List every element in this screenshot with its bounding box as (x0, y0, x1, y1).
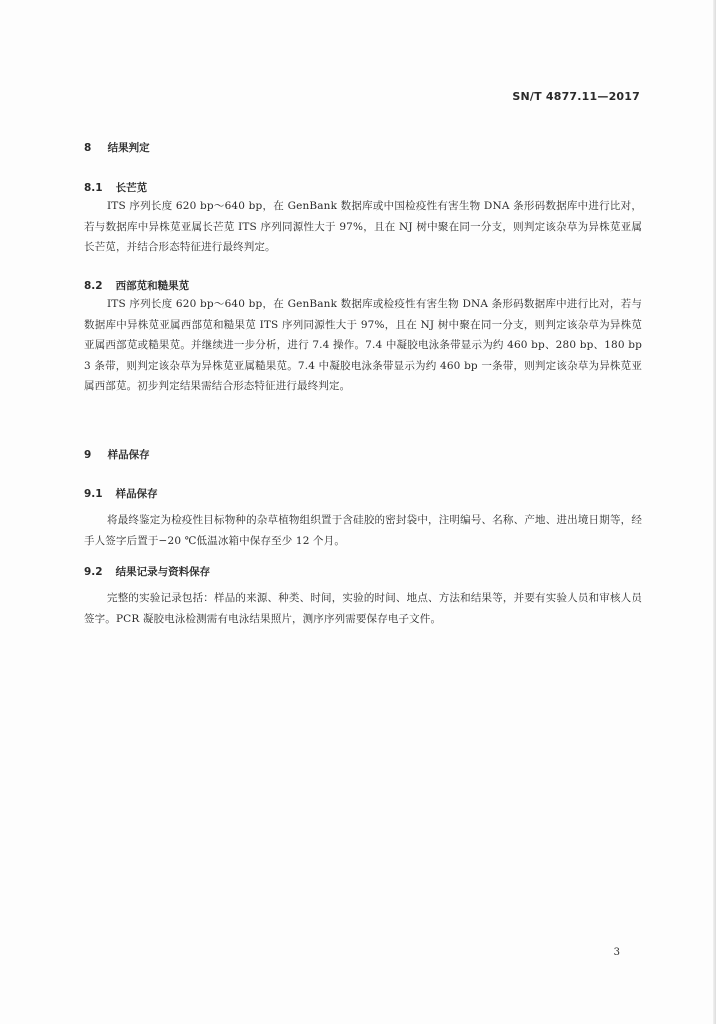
section-title: 样品保存 (115, 488, 158, 500)
section-title: 结果记录与资料保存 (115, 566, 211, 578)
section-title: 结果判定 (107, 142, 150, 154)
section-number: 9.2 (84, 566, 103, 578)
section-9-1-paragraph: 将最终鉴定为检疫性目标物种的杂草植物组织置于含硅胶的密封袋中，注明编号、名称、产地、进出境日期等，经手人签字后置于−20 ℃低温冰箱中保存至少 12 个月。 (84, 514, 642, 547)
section-number: 9.1 (84, 488, 103, 500)
section-number: 8 (84, 142, 92, 154)
section-8-heading (84, 140, 150, 155)
section-8-1-heading (84, 180, 147, 195)
page-number: 3 (613, 947, 620, 958)
section-number: 8.2 (84, 280, 103, 292)
section-title: 西部苋和糙果苋 (115, 280, 190, 292)
section-title: 样品保存 (107, 449, 150, 461)
section-title: 长芒苋 (115, 182, 148, 194)
section-8-2-paragraph: ITS 序列长度 620 bp～640 bp，在 GenBank 数据库或检疫性有害生物 DNA 条形码数据库中进行比对，若与数据库中异株苋亚属西部苋和糙果苋 ITS 序列同源性大于 97%，且在 NJ 树中聚在同一分支，则判定该杂草为异株苋亚属西部苋或糙果苋。并继续进一步分析，进行 7.4 操作。7.4 中凝胶电泳条带显示为约 460 bp、280 bp、180 bp 3 条带，则判定该杂草为异株苋亚属糙果苋。7.4 中凝胶电泳条带显示为约 460 bp 一条带，则判定该杂草为异株苋亚属西部苋。初步判定结果需结合形态特征进行最终判定。 (84, 298, 642, 392)
standard-number: SN/T 4877.11—2017 (512, 90, 640, 103)
section-9-1-heading (84, 486, 158, 501)
section-9-2-paragraph: 完整的实验记录包括：样品的来源、种类、时间，实验的时间、地点、方法和结果等，并要有实验人员和审核人员签字。PCR 凝胶电泳检测需有电泳结果照片，测序序列需要保存电子文件。 (84, 592, 642, 625)
section-8-1-paragraph: ITS 序列长度 620 bp～640 bp，在 GenBank 数据库或中国检疫性有害生物 DNA 条形码数据库中进行比对，若与数据库中异株苋亚属长芒苋 ITS 序列同源性大于 97%，且在 NJ 树中聚在同一分支，则判定该杂草为异株苋亚属长芒苋，并结合形态特征进行最终判定。 (84, 200, 642, 253)
section-9-heading (84, 447, 150, 462)
section-number: 9 (84, 449, 92, 461)
section-8-2-heading (84, 278, 189, 293)
section-number: 8.1 (84, 182, 103, 194)
section-9-2-heading (84, 564, 210, 579)
